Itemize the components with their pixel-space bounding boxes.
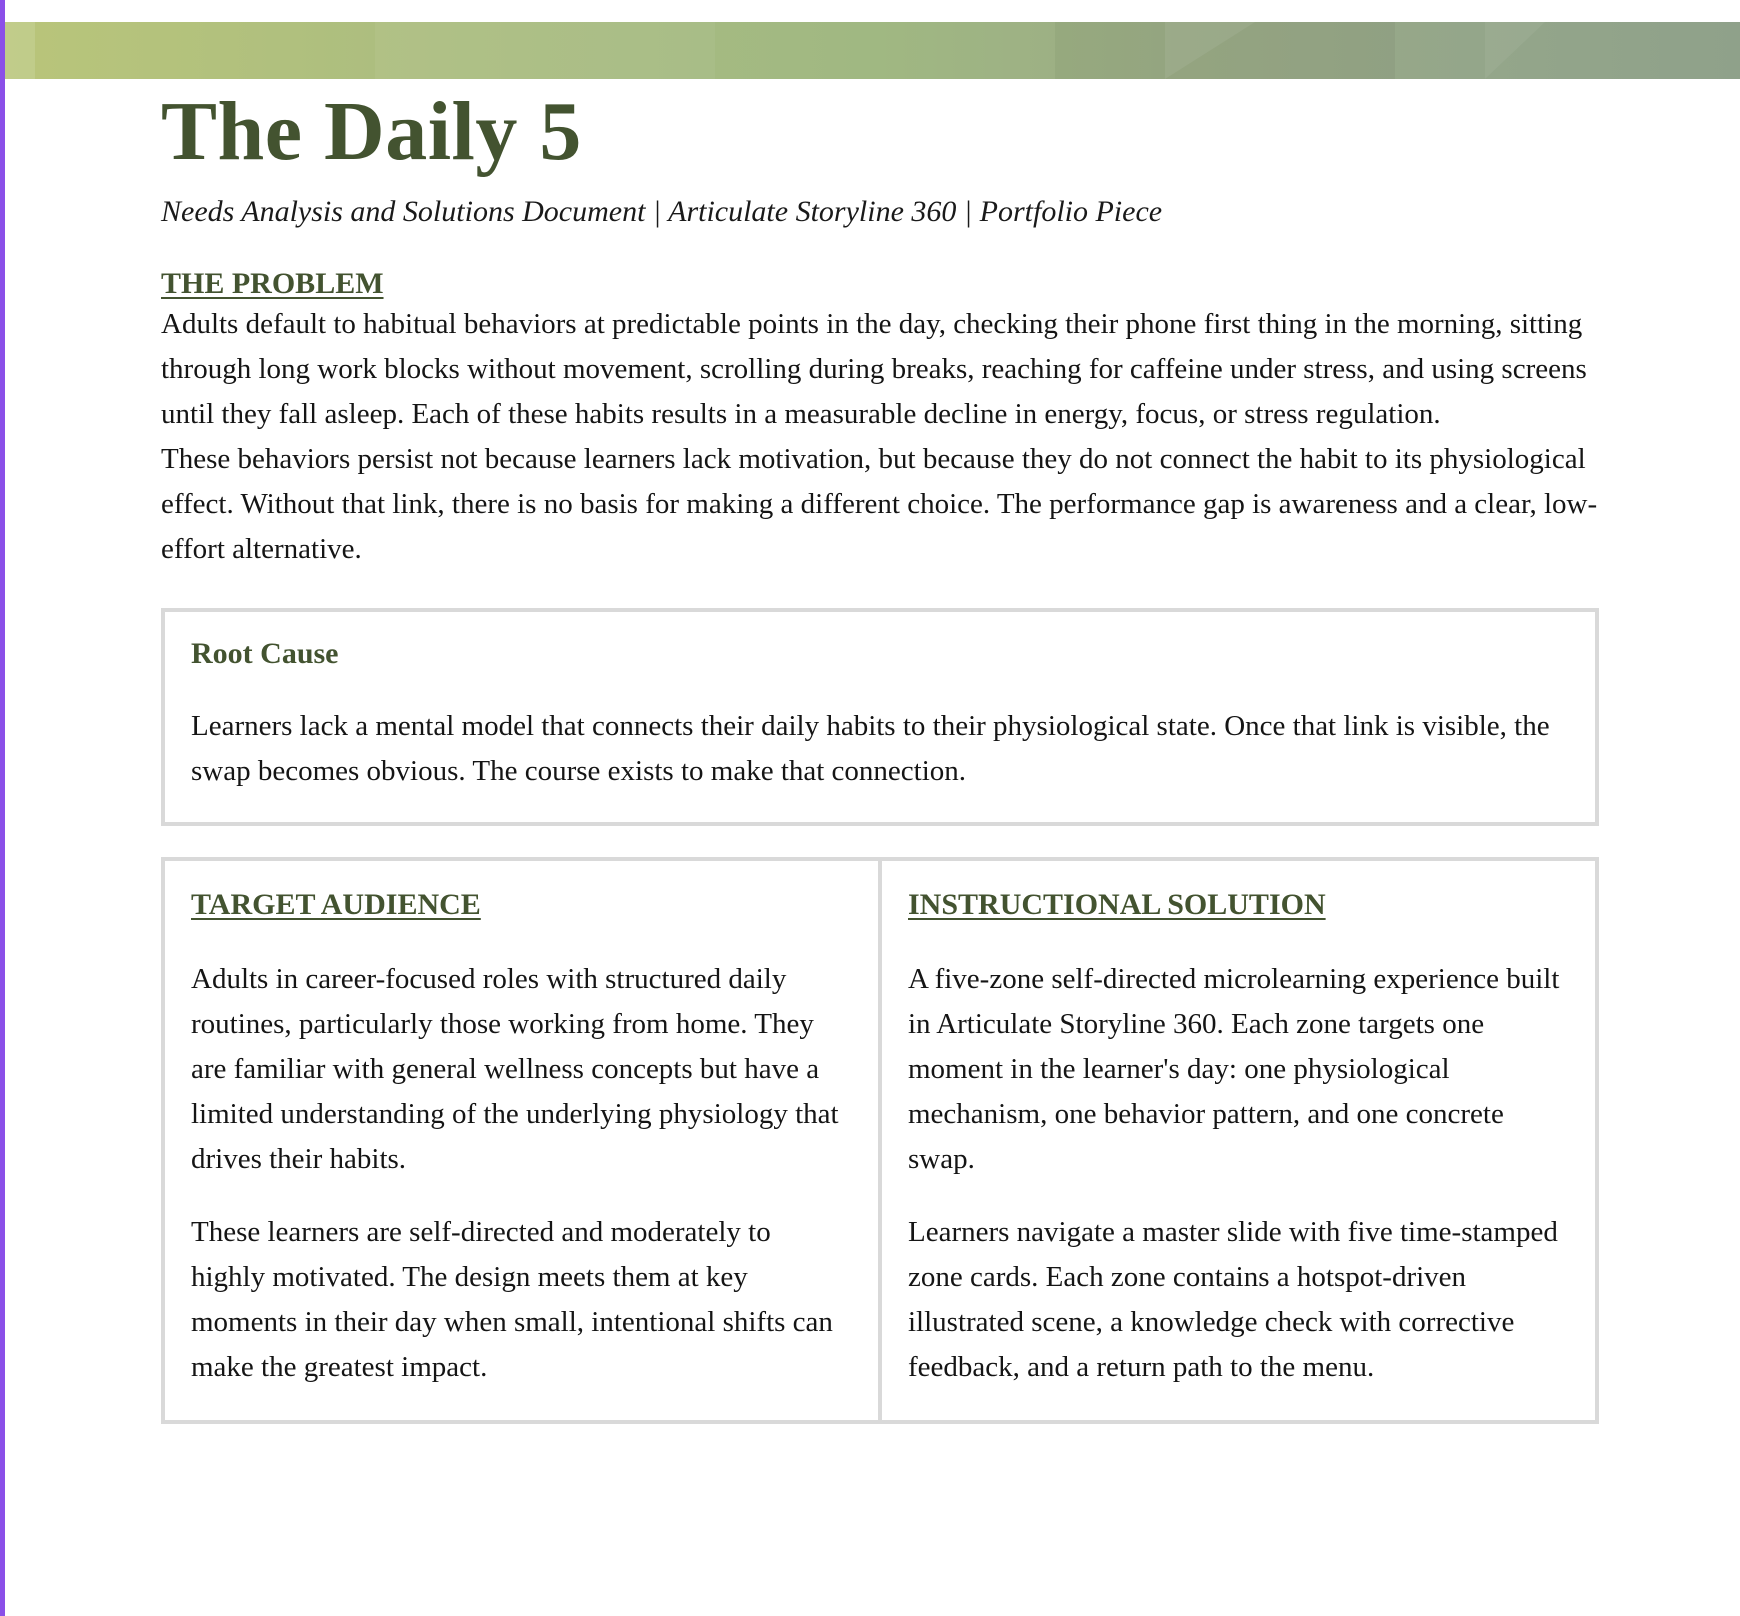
target-audience-paragraph: These learners are self-directed and moderately to highly motivated. The design meets them at key moments in their day when small, intentional shifts can make the greatest impact. bbox=[191, 1216, 833, 1383]
audience-solution-table bbox=[161, 857, 1599, 1424]
instructional-solution-paragraph: A five-zone self-directed microlearning experience built in Articulate Storyline 360. Each zone targets one moment in the learner's day: one physiological mechanism, one behavior pattern, and one concrete swap. bbox=[908, 963, 1560, 1175]
left-edge-accent-bar bbox=[0, 0, 5, 1616]
target-audience-paragraph: Adults in career-focused roles with structured daily routines, particularly those working from home. They are familiar with general wellness concepts but have a limited understanding of the underlying physiology that drives their habits. bbox=[191, 963, 839, 1175]
instructional-solution-paragraph: Learners navigate a master slide with five time-stamped zone cards. Each zone contains a hotspot-driven illustrated scene, a knowledge check with corrective feedback, and a return path to the menu. bbox=[908, 1216, 1558, 1383]
problem-paragraph: Adults default to habitual behaviors at predictable points in the day, checking their phone first thing in the morning, sitting through long work blocks without movement, scrolling during breaks, reaching for caffeine under stress, and using screens until they fall asleep. Each of these habits results in a measurable decline in energy, focus, or stress regulation. bbox=[161, 308, 1587, 430]
problem-heading: THE PROBLEM bbox=[161, 267, 384, 300]
root-cause-box bbox=[161, 608, 1599, 826]
banner-segment bbox=[375, 22, 715, 79]
page-title: The Daily 5 bbox=[161, 85, 582, 178]
root-cause-text: Learners lack a mental model that connects their daily habits to their physiological state. Once that link is visible, the swap becomes obvious. The course exists to make that connection. bbox=[191, 710, 1550, 787]
root-cause-heading: Root Cause bbox=[191, 637, 339, 670]
instructional-solution-column bbox=[882, 861, 1595, 1420]
header-banner bbox=[5, 22, 1740, 79]
banner-segment bbox=[5, 22, 35, 79]
banner-diagonal bbox=[1165, 22, 1255, 79]
page-subtitle: Needs Analysis and Solutions Document | Articulate Storyline 360 | Portfolio Piece bbox=[161, 195, 1163, 228]
document-content bbox=[161, 82, 1601, 1424]
target-audience-column bbox=[165, 861, 882, 1420]
instructional-solution-heading: INSTRUCTIONAL SOLUTION bbox=[908, 888, 1326, 921]
problem-section bbox=[161, 266, 1601, 572]
banner-diagonal bbox=[1485, 22, 1545, 79]
target-audience-heading: TARGET AUDIENCE bbox=[191, 888, 481, 921]
problem-paragraph: These behaviors persist not because learners lack motivation, but because they do not connect the habit to its physiological effect. Without that link, there is no basis for making a different choice. The performance gap is awareness and a clear, low-effort alternative. bbox=[161, 443, 1598, 565]
